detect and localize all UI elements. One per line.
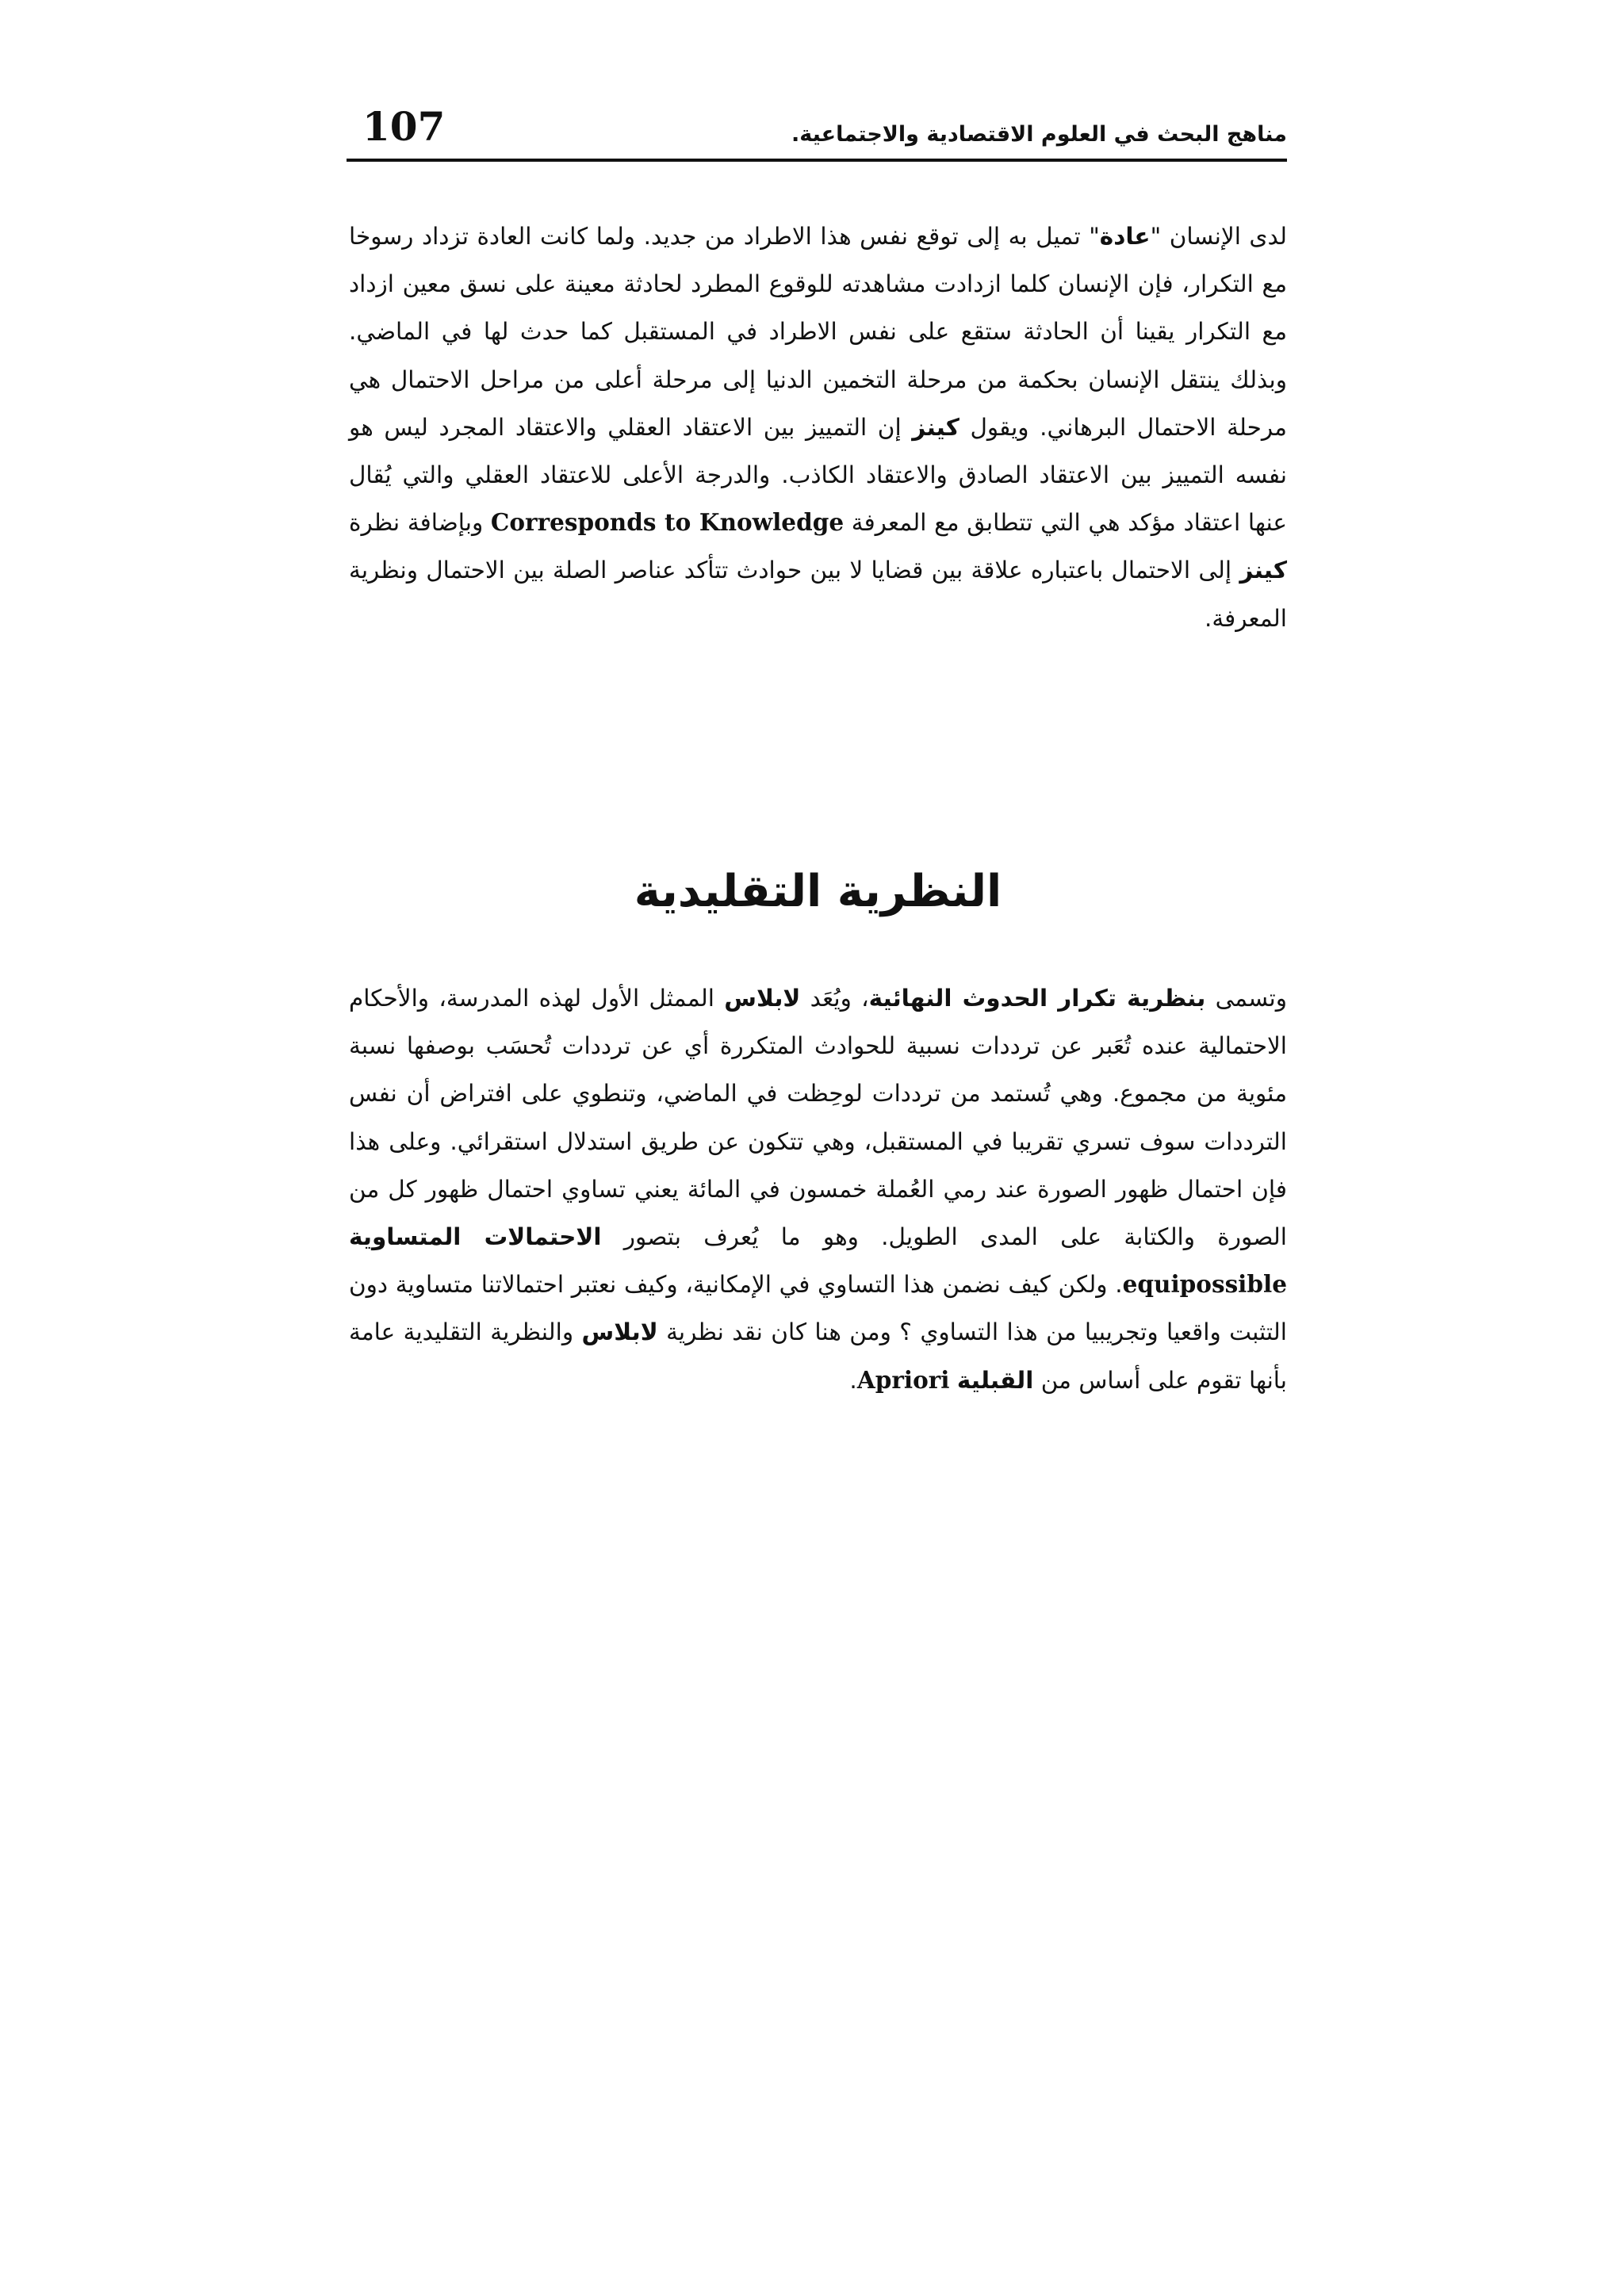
text-run: والنظرية التقليدية عامة بأنها تقوم على أساس من <box>349 1318 1287 1394</box>
page-number: 107 <box>362 103 446 150</box>
text-run: وتسمى <box>1205 985 1287 1012</box>
latin-term: equipossible <box>1122 1270 1287 1299</box>
text-run: . ولكن كيف نضمن هذا التساوي في الإمكانية، وكيف نعتبر احتمالاتنا متساوية دون التثبت واقعيا وتجريبيا من هذا التساوي ؟ ومن هنا كان نقد نظرية <box>349 1271 1287 1346</box>
bold-term: الاحتمالات المتساوية <box>349 1223 602 1251</box>
text-run: ، ويُعَد <box>800 985 869 1012</box>
bold-term: لابلاس <box>724 985 801 1012</box>
bold-term: كينز <box>912 413 959 441</box>
text-run: " تميل به إلى توقع نفس هذا الاطراد من جديد. ولما كانت العادة تزداد رسوخا مع التكرار، فإن الإنسان كلما ازدادت مشاهدته للوقوع المطرد لحادثة معينة على نسق معين ازداد مع التكرار يقينا أن الحادثة ستقع على نفس الاطراد في المستقبل كما حدث لها في الماضي. وبذلك ينتقل الإنسان بحكمة من مرحلة التخمين الدنيا إلى مرحلة أعلى من مراحل الاحتمال هي مرحلة الاحتمال البرهاني. ويقول <box>349 223 1287 441</box>
text-run: إلى الاحتمال باعتباره علاقة بين قضايا لا بين حوادث تتأكد عناصر الصلة بين الاحتمال ونظرية المعرفة. <box>349 557 1287 632</box>
bold-term: لابلاس <box>581 1318 658 1346</box>
text-run: وبإضافة نظرة <box>349 509 491 537</box>
page-header <box>347 101 1287 165</box>
text-run: الممثل الأول لهذه المدرسة، والأحكام الاحتمالية عنده تُعَبر عن ترددات نسبية للحوادث المتكررة أي عن ترددات تُحسَب بوصفها نسبة مئوية من مجموع. وهي تُستمد من ترددات لوحِظت في الماضي، وتنطوي على افتراض أن نفس الترددات سوف تسري تقريبا في المستقبل، وهي تتكون عن طريق استدلال استقرائي. وعلى هذا فإن احتمال ظهور الصورة عند رمي العُملة خمسون في المائة يعني تساوي احتمال ظهور كل من الصورة والكتابة على المدى الطويل. وهو ما يُعرف بتصور <box>349 985 1287 1251</box>
latin-term: Corresponds to Knowledge <box>490 508 845 537</box>
latin-term: Apriori <box>856 1365 950 1394</box>
bold-term: كينز <box>1239 557 1287 584</box>
text-run: إن التمييز بين الاعتقاد العقلي والاعتقاد المجرد ليس هو نفسه التمييز بين الاعتقاد الصادق والاعتقاد الكاذب. والدرجة الأعلى للاعتقاد العقلي والتي يُقال عنها اعتقاد مؤكد هي التي تتطابق مع المعرفة <box>349 413 1287 537</box>
running-title: مناهج البحث في العلوم الاقتصادية والاجتماعية. <box>791 122 1287 147</box>
bold-term: القبلية <box>956 1366 1034 1394</box>
paragraph-2 <box>349 974 1287 1404</box>
bold-term: بنظرية تكرار الحدوث النهائية <box>868 985 1206 1012</box>
paragraph-1 <box>349 212 1287 642</box>
bold-term: عادة <box>1099 223 1151 250</box>
header-rule <box>347 159 1287 162</box>
text-run: لدى الإنسان " <box>1150 223 1287 250</box>
section-heading: النظرية التقليدية <box>634 866 1002 917</box>
text-run: . <box>849 1366 857 1394</box>
